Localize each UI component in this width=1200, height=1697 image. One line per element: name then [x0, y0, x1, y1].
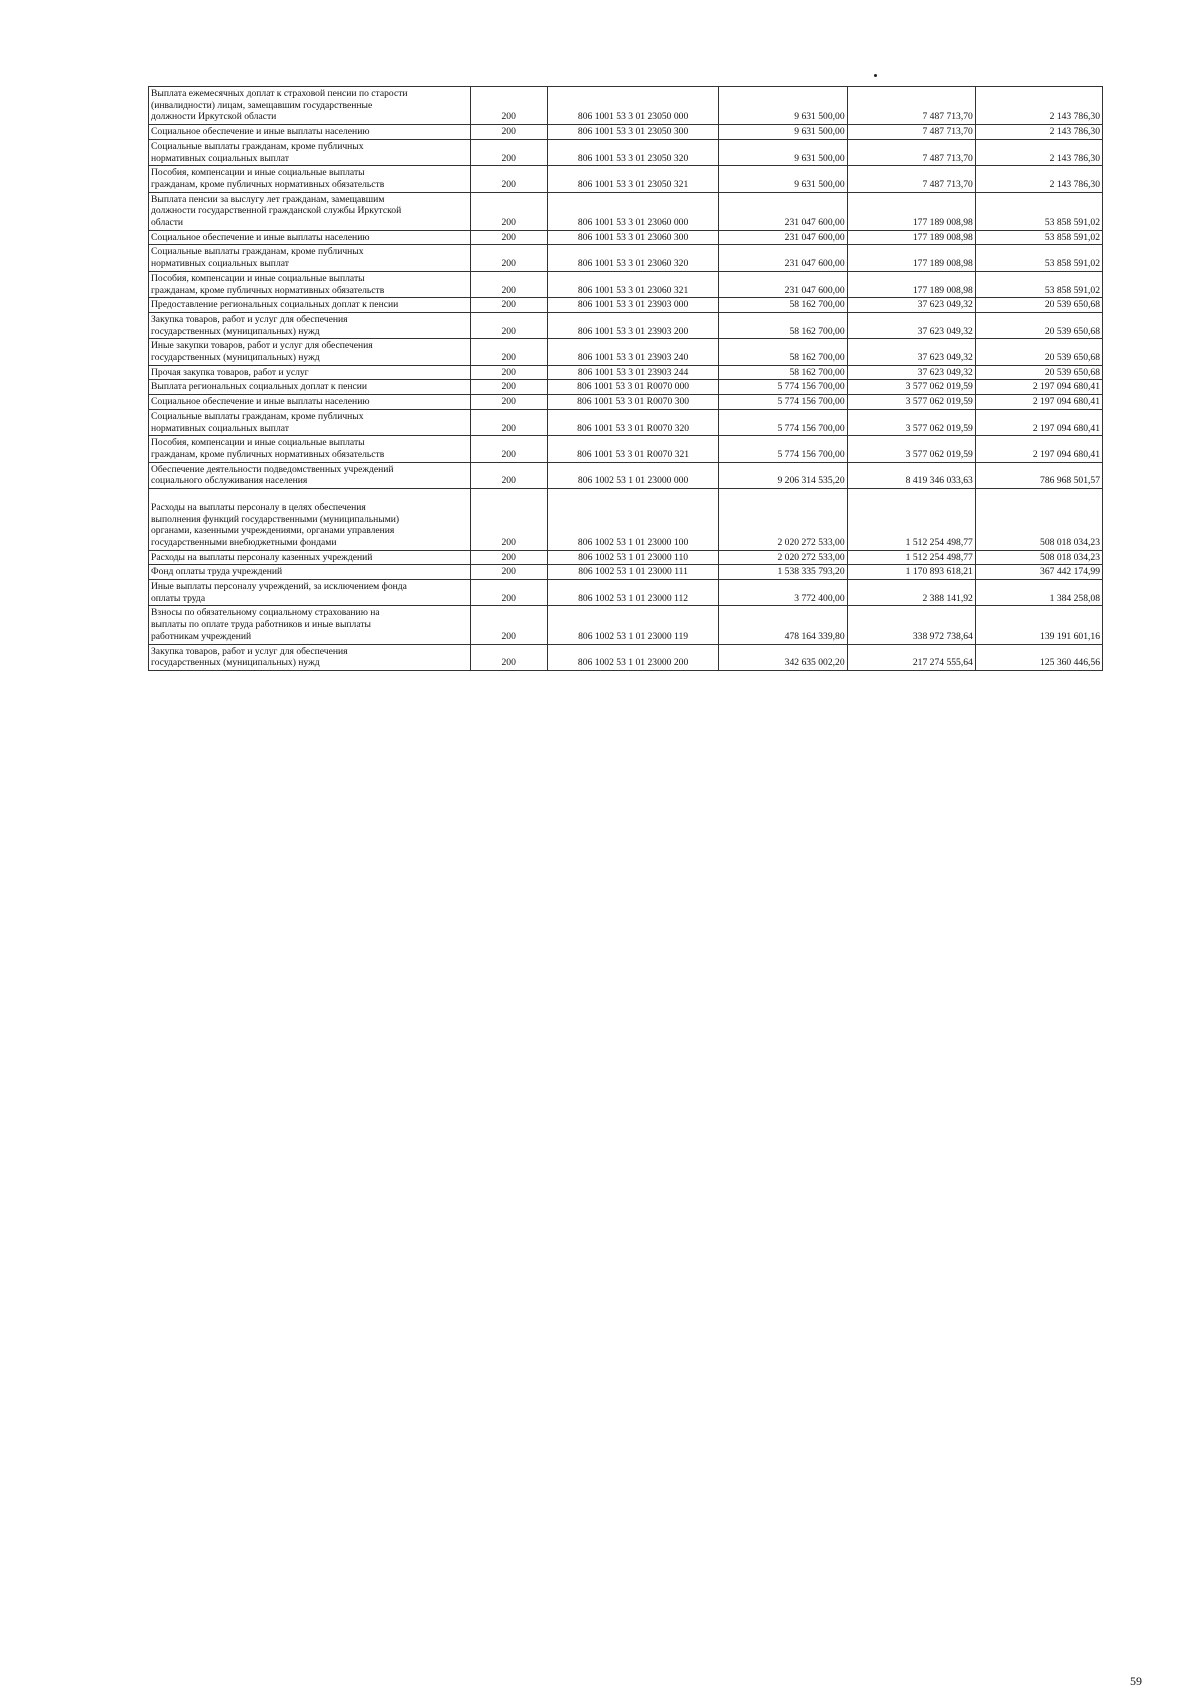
- row-unexecuted: 2 143 786,30: [975, 125, 1102, 140]
- table-row: [149, 339, 1103, 365]
- row-code: 200: [470, 139, 547, 165]
- row-executed: 37 623 049,32: [847, 298, 975, 313]
- budget-table-body: [149, 87, 1103, 671]
- row-kbk: 806 1002 53 1 01 23000 111: [547, 565, 719, 580]
- row-approved: 5 774 156 700,00: [719, 380, 847, 395]
- row-kbk: 806 1002 53 1 01 23000 100: [547, 489, 719, 551]
- row-name: Обеспечение деятельности подведомственных учреждений социального обслуживания населения: [149, 462, 471, 488]
- row-executed: 7 487 713,70: [847, 139, 975, 165]
- row-unexecuted: 53 858 591,02: [975, 192, 1102, 230]
- row-code: 200: [470, 166, 547, 192]
- row-unexecuted: 508 018 034,23: [975, 550, 1102, 565]
- row-kbk: 806 1001 53 3 01 R0070 320: [547, 409, 719, 435]
- row-code: 200: [470, 271, 547, 297]
- row-name: Социальное обеспечение и иные выплаты населению: [149, 395, 471, 410]
- row-approved: 342 635 002,20: [719, 644, 847, 670]
- row-name: Расходы на выплаты персоналу в целях обеспечения выполнения функций государственными (муниципальными) органами, казенными учреждениями, органами управления государственными внебюджетными фондами: [149, 489, 471, 551]
- row-unexecuted: 2 197 094 680,41: [975, 395, 1102, 410]
- row-code: 200: [470, 87, 547, 125]
- row-unexecuted: 139 191 601,16: [975, 606, 1102, 644]
- table-row: [149, 565, 1103, 580]
- page-number: 59: [1130, 1674, 1142, 1688]
- row-executed: 3 577 062 019,59: [847, 395, 975, 410]
- row-executed: 7 487 713,70: [847, 125, 975, 140]
- row-name: Выплата пенсии за выслугу лет гражданам, замещавшим должности государственной гражданской службы Иркутской области: [149, 192, 471, 230]
- row-kbk: 806 1002 53 1 01 23000 200: [547, 644, 719, 670]
- row-unexecuted: 20 539 650,68: [975, 312, 1102, 338]
- table-row: [149, 580, 1103, 606]
- row-approved: 9 631 500,00: [719, 87, 847, 125]
- row-kbk: 806 1002 53 1 01 23000 000: [547, 462, 719, 488]
- row-approved: 9 206 314 535,20: [719, 462, 847, 488]
- row-approved: 9 631 500,00: [719, 125, 847, 140]
- row-unexecuted: 20 539 650,68: [975, 339, 1102, 365]
- table-row: [149, 125, 1103, 140]
- row-approved: 5 774 156 700,00: [719, 436, 847, 462]
- row-unexecuted: 2 143 786,30: [975, 87, 1102, 125]
- row-executed: 2 388 141,92: [847, 580, 975, 606]
- row-name: Социальное обеспечение и иные выплаты населению: [149, 230, 471, 245]
- row-kbk: 806 1002 53 1 01 23000 112: [547, 580, 719, 606]
- row-executed: 1 512 254 498,77: [847, 489, 975, 551]
- row-unexecuted: 125 360 446,56: [975, 644, 1102, 670]
- row-code: 200: [470, 606, 547, 644]
- table-row: [149, 192, 1103, 230]
- row-approved: 231 047 600,00: [719, 230, 847, 245]
- row-code: 200: [470, 365, 547, 380]
- row-kbk: 806 1001 53 3 01 R0070 300: [547, 395, 719, 410]
- row-code: 200: [470, 230, 547, 245]
- row-kbk: 806 1001 53 3 01 23903 200: [547, 312, 719, 338]
- row-unexecuted: 53 858 591,02: [975, 230, 1102, 245]
- row-unexecuted: 20 539 650,68: [975, 298, 1102, 313]
- row-code: 200: [470, 312, 547, 338]
- table-row: [149, 230, 1103, 245]
- table-row: [149, 462, 1103, 488]
- row-executed: 3 577 062 019,59: [847, 436, 975, 462]
- row-executed: 217 274 555,64: [847, 644, 975, 670]
- table-row: [149, 380, 1103, 395]
- row-unexecuted: 53 858 591,02: [975, 245, 1102, 271]
- budget-table: [148, 86, 1103, 671]
- row-approved: 58 162 700,00: [719, 312, 847, 338]
- row-approved: 5 774 156 700,00: [719, 409, 847, 435]
- row-approved: 478 164 339,80: [719, 606, 847, 644]
- row-approved: 5 774 156 700,00: [719, 395, 847, 410]
- row-name: Фонд оплаты труда учреждений: [149, 565, 471, 580]
- table-row: [149, 606, 1103, 644]
- row-unexecuted: 20 539 650,68: [975, 365, 1102, 380]
- table-row: [149, 312, 1103, 338]
- row-approved: 3 772 400,00: [719, 580, 847, 606]
- row-name: Закупка товаров, работ и услуг для обеспечения государственных (муниципальных) нужд: [149, 644, 471, 670]
- row-kbk: 806 1001 53 3 01 23060 320: [547, 245, 719, 271]
- row-executed: 1 512 254 498,77: [847, 550, 975, 565]
- row-code: 200: [470, 580, 547, 606]
- row-unexecuted: 508 018 034,23: [975, 489, 1102, 551]
- row-unexecuted: 367 442 174,99: [975, 565, 1102, 580]
- row-name: Предоставление региональных социальных доплат к пенсии: [149, 298, 471, 313]
- row-approved: 231 047 600,00: [719, 245, 847, 271]
- row-executed: 3 577 062 019,59: [847, 380, 975, 395]
- row-name: Расходы на выплаты персоналу казенных учреждений: [149, 550, 471, 565]
- row-approved: 9 631 500,00: [719, 139, 847, 165]
- row-executed: 37 623 049,32: [847, 365, 975, 380]
- row-code: 200: [470, 489, 547, 551]
- row-code: 200: [470, 245, 547, 271]
- row-kbk: 806 1001 53 3 01 23903 244: [547, 365, 719, 380]
- row-executed: 177 189 008,98: [847, 192, 975, 230]
- row-unexecuted: 1 384 258,08: [975, 580, 1102, 606]
- table-row: [149, 489, 1103, 551]
- row-approved: 58 162 700,00: [719, 298, 847, 313]
- row-kbk: 806 1001 53 3 01 23050 000: [547, 87, 719, 125]
- table-row: [149, 298, 1103, 313]
- row-executed: 338 972 738,64: [847, 606, 975, 644]
- row-unexecuted: 53 858 591,02: [975, 271, 1102, 297]
- row-kbk: 806 1001 53 3 01 23060 321: [547, 271, 719, 297]
- row-kbk: 806 1002 53 1 01 23000 119: [547, 606, 719, 644]
- row-executed: 177 189 008,98: [847, 245, 975, 271]
- row-executed: 7 487 713,70: [847, 87, 975, 125]
- row-unexecuted: 2 143 786,30: [975, 139, 1102, 165]
- row-name: Выплата ежемесячных доплат к страховой пенсии по старости (инвалидности) лицам, замещавшим государственные должности Иркутской области: [149, 87, 471, 125]
- row-executed: 37 623 049,32: [847, 312, 975, 338]
- row-code: 200: [470, 339, 547, 365]
- row-executed: 1 170 893 618,21: [847, 565, 975, 580]
- row-code: 200: [470, 125, 547, 140]
- row-name: Прочая закупка товаров, работ и услуг: [149, 365, 471, 380]
- row-code: 200: [470, 565, 547, 580]
- row-unexecuted: 2 197 094 680,41: [975, 436, 1102, 462]
- row-executed: 8 419 346 033,63: [847, 462, 975, 488]
- table-row: [149, 139, 1103, 165]
- table-row: [149, 245, 1103, 271]
- row-name: Пособия, компенсации и иные социальные выплаты гражданам, кроме публичных нормативных обязательств: [149, 436, 471, 462]
- row-code: 200: [470, 298, 547, 313]
- row-approved: 2 020 272 533,00: [719, 489, 847, 551]
- row-kbk: 806 1001 53 3 01 23903 240: [547, 339, 719, 365]
- row-code: 200: [470, 462, 547, 488]
- row-kbk: 806 1002 53 1 01 23000 110: [547, 550, 719, 565]
- row-approved: 231 047 600,00: [719, 192, 847, 230]
- table-row: [149, 644, 1103, 670]
- row-name: Пособия, компенсации и иные социальные выплаты гражданам, кроме публичных нормативных обязательств: [149, 166, 471, 192]
- row-code: 200: [470, 550, 547, 565]
- row-executed: 177 189 008,98: [847, 271, 975, 297]
- row-unexecuted: 2 197 094 680,41: [975, 380, 1102, 395]
- row-kbk: 806 1001 53 3 01 23050 300: [547, 125, 719, 140]
- row-code: 200: [470, 409, 547, 435]
- row-kbk: 806 1001 53 3 01 23050 321: [547, 166, 719, 192]
- table-row: [149, 87, 1103, 125]
- table-row: [149, 436, 1103, 462]
- row-code: 200: [470, 192, 547, 230]
- row-name: Взносы по обязательному социальному страхованию на выплаты по оплате труда работников и иные выплаты работникам учреждений: [149, 606, 471, 644]
- row-kbk: 806 1001 53 3 01 23050 320: [547, 139, 719, 165]
- row-code: 200: [470, 436, 547, 462]
- row-approved: 9 631 500,00: [719, 166, 847, 192]
- row-kbk: 806 1001 53 3 01 23903 000: [547, 298, 719, 313]
- table-row: [149, 166, 1103, 192]
- row-executed: 7 487 713,70: [847, 166, 975, 192]
- row-name: Иные выплаты персоналу учреждений, за исключением фонда оплаты труда: [149, 580, 471, 606]
- row-name: Закупка товаров, работ и услуг для обеспечения государственных (муниципальных) нужд: [149, 312, 471, 338]
- table-row: [149, 271, 1103, 297]
- row-name: Выплата региональных социальных доплат к пенсии: [149, 380, 471, 395]
- row-code: 200: [470, 395, 547, 410]
- row-kbk: 806 1001 53 3 01 R0070 000: [547, 380, 719, 395]
- row-unexecuted: 786 968 501,57: [975, 462, 1102, 488]
- stray-dot: [874, 74, 877, 77]
- table-row: [149, 550, 1103, 565]
- row-executed: 177 189 008,98: [847, 230, 975, 245]
- row-kbk: 806 1001 53 3 01 R0070 321: [547, 436, 719, 462]
- row-name: Социальные выплаты гражданам, кроме публичных нормативных социальных выплат: [149, 409, 471, 435]
- row-name: Иные закупки товаров, работ и услуг для обеспечения государственных (муниципальных) нужд: [149, 339, 471, 365]
- table-row: [149, 409, 1103, 435]
- row-unexecuted: 2 143 786,30: [975, 166, 1102, 192]
- row-name: Социальное обеспечение и иные выплаты населению: [149, 125, 471, 140]
- row-approved: 1 538 335 793,20: [719, 565, 847, 580]
- table-row: [149, 395, 1103, 410]
- row-code: 200: [470, 644, 547, 670]
- row-unexecuted: 2 197 094 680,41: [975, 409, 1102, 435]
- row-approved: 231 047 600,00: [719, 271, 847, 297]
- row-kbk: 806 1001 53 3 01 23060 000: [547, 192, 719, 230]
- row-name: Пособия, компенсации и иные социальные выплаты гражданам, кроме публичных нормативных обязательств: [149, 271, 471, 297]
- row-approved: 2 020 272 533,00: [719, 550, 847, 565]
- row-kbk: 806 1001 53 3 01 23060 300: [547, 230, 719, 245]
- row-executed: 37 623 049,32: [847, 339, 975, 365]
- row-approved: 58 162 700,00: [719, 339, 847, 365]
- row-approved: 58 162 700,00: [719, 365, 847, 380]
- row-code: 200: [470, 380, 547, 395]
- row-name: Социальные выплаты гражданам, кроме публичных нормативных социальных выплат: [149, 245, 471, 271]
- row-name: Социальные выплаты гражданам, кроме публичных нормативных социальных выплат: [149, 139, 471, 165]
- row-executed: 3 577 062 019,59: [847, 409, 975, 435]
- table-row: [149, 365, 1103, 380]
